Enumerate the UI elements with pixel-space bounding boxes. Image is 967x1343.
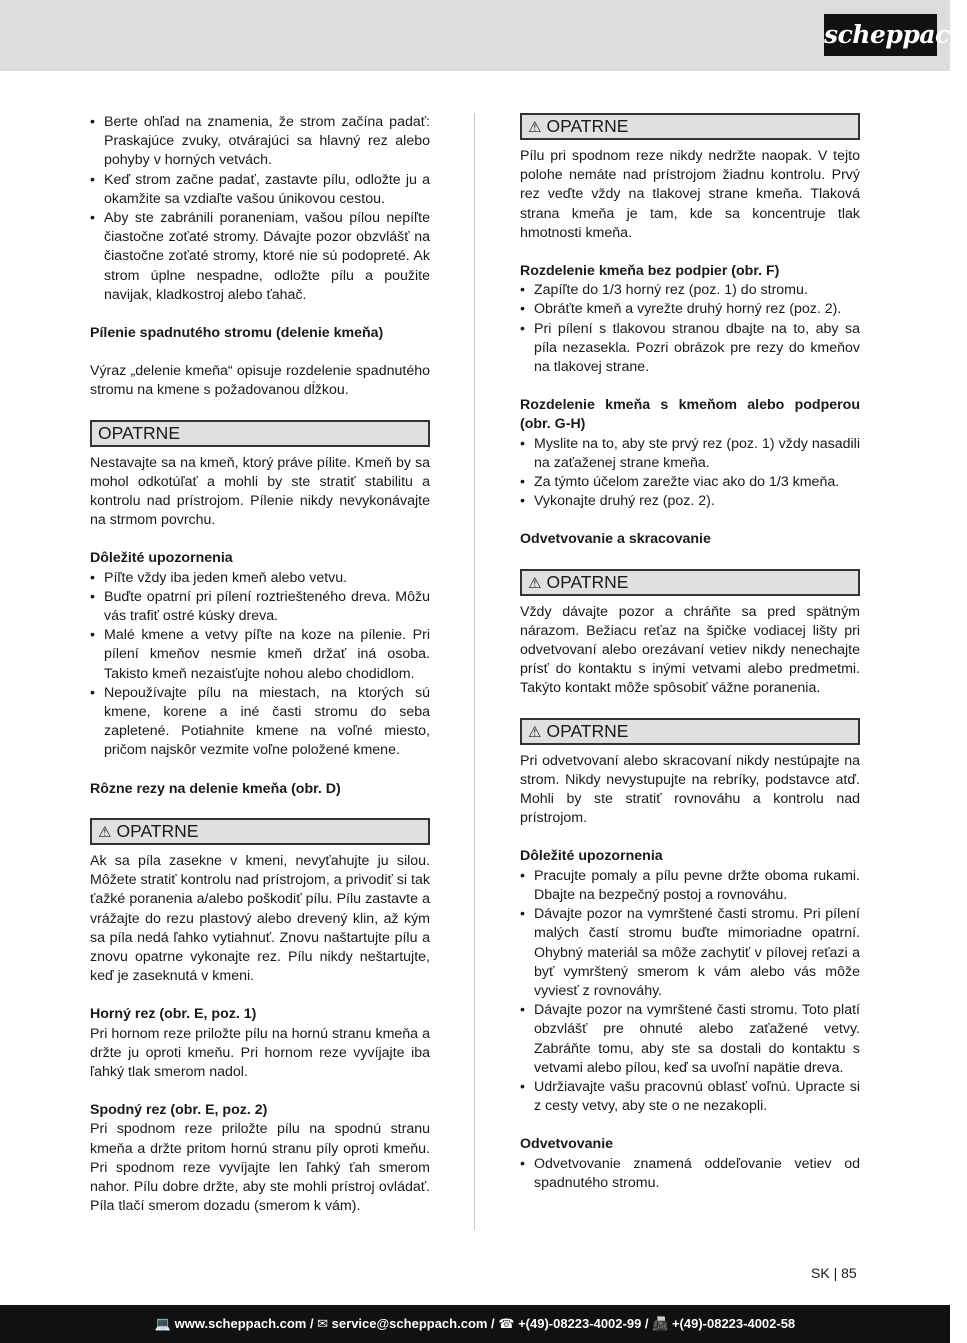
list-item: • Udržiavajte vašu pracovnú oblasť voľnú. Upracte si z cesty vetvy, aby ste o ne nezakopli. (520, 1078, 860, 1116)
caution-box (520, 718, 860, 745)
bullet-list (520, 435, 860, 512)
section-heading: Rôzne rezy na delenie kmeňa (obr. D) (90, 780, 341, 797)
list-item: • Zapíľte do 1/3 horný rez (poz. 1) do stromu. (520, 281, 860, 300)
list-item: • Buďte opatrní pri pílení roztriešteného dreva. Môžu vás trafiť ostré kúsky dreva. (90, 588, 430, 626)
list-item: • Berte ohľad na znamenia, že strom začína padať: Praskajúce zvuky, otvárajúci sa hlavný rez alebo pohyby v horných vetvách. (90, 113, 430, 171)
brand-logo: scheppach (824, 14, 937, 56)
list-item: • Obráťte kmeň a vyrežte druhý horný rez (poz. 2). (520, 300, 860, 319)
section-heading: Pílenie spadnutého stromu (delenie kmeňa) (90, 325, 384, 342)
section-heading: Horný rez (obr. E, poz. 1) (90, 1006, 257, 1023)
left-column (90, 113, 430, 1216)
list-item: • Píľte vždy iba jeden kmeň alebo vetvu. (90, 569, 430, 588)
footer-contact-bar (0, 1305, 950, 1343)
paragraph: Pílu pri spodnom reze nikdy nedržte naopak. V tejto polohe nemáte nad prístrojom žiadnu kontrolu. Prvý rez veďte vždy na tlakovej strane kmeňa. Tlaková strana kmeňa je tam, kde sa koncentruje tlak hmotnosti kmeňa. (520, 148, 860, 241)
list-item: • Malé kmene a vetvy píľte na koze na pílenie. Pri pílení kmeňov nesmie kmeň držať iná osoba. Takisto kmeň nezaisťujte nohou alebo chodidlom. (90, 626, 430, 684)
right-column (520, 113, 860, 1193)
caution-box (90, 818, 430, 845)
section-heading: Dôležité upozornenia (90, 550, 233, 567)
warning-icon: ⚠ (528, 119, 542, 136)
section-heading: Dôležité upozornenia (520, 848, 663, 865)
paragraph: Nestavajte sa na kmeň, ktorý práve pílite. Kmeň by sa mohol odkotúľať a mohli by ste stratiť stabilitu a kontrolu nad prístrojom. Pílenie nikdy nevykonávajte na strmom povrchu. (90, 454, 430, 529)
list-item: • Aby ste zabránili poraneniam, vašou pílou nepíľte čiastočne zoťaté stromy. Dávajte pozor obzvlášť na čiastočne zoťaté stromy, ktoré nie sú podopreté. Ak strom úplne nespadne, odložte pílu a použite navijak, kladkostroj alebo ťahač. (90, 209, 430, 305)
bullet-list (90, 113, 430, 305)
paragraph: Pri hornom reze priložte pílu na hornú stranu kmeňa a držte ju oproti kmeňu. Pri hornom reze vyvíjajte iba ľahký tlak smerom nadol. (90, 1025, 430, 1080)
list-item: • Vykonajte druhý rez (poz. 2). (520, 492, 860, 511)
header-bar (0, 0, 950, 71)
paragraph: Pri odvetvovaní alebo skracovaní nikdy nestúpajte na strom. Nikdy nevystupujte na rebríky, podstavce atď. Mohli by ste stratiť rovnováhu a kontrolu nad prístrojom. (520, 752, 860, 827)
bullet-list (520, 1155, 860, 1193)
paragraph: Výraz „delenie kmeňa“ opisuje rozdelenie spadnutého stromu na kmene s požadovanou dĺžkou. (90, 363, 430, 399)
paragraph: Vždy dávajte pozor a chráňte sa pred spätným nárazom. Bežiacu reťaz na špičke vodiacej lišty pri odvetvovaní alebo orezávaní vetiev nikdy nenechajte prísť do kontaktu s inými vetvami alebo predmetmi. Takýto kontakt môže spôsobiť vážne poranenia. (520, 603, 860, 697)
caution-box (90, 420, 430, 447)
caution-box (520, 569, 860, 596)
list-item: • Pri pílení s tlakovou stranou dbajte na to, aby sa píla nezasekla. Pozri obrázok pre rezy do kmeňov na tlakovej strane. (520, 320, 860, 378)
section-heading: Rozdelenie kmeňa bez podpier (obr. F) (520, 263, 780, 280)
page-number: SK | 85 (811, 1265, 857, 1281)
section-heading: Odvetvovanie (520, 1136, 614, 1153)
column-divider (474, 113, 475, 1230)
list-item: • Pracujte pomaly a pílu pevne držte oboma rukami. Dbajte na bezpečný postoj a rovnováhu. (520, 867, 860, 905)
paragraph: Ak sa píla zasekne v kmeni, nevyťahujte ju silou. Môžete stratiť kontrolu nad prístrojom, a privodiť si tak ťažké poranenia a/alebo poškodiť pílu. Pílu zastavte a vrážajte do rezu plastový alebo drevený klin, až kým sa píla nedá ľahko vytiahnuť. Znovu naštartujte pílu a znovu opatrne vykonajte rez. Pílu nikdy neštartujte, keď je zaseknutá v kmeni. (90, 852, 430, 985)
list-item: • Dávajte pozor na vymrštené časti stromu. Toto platí obzvlášť pre ohnuté alebo zaťažené vetvy. Zabráňte tomu, aby ste sa dostali do kontaktu s vetvami alebo pílou, keď sa uvoľní napätie dreva. (520, 1001, 860, 1078)
list-item: • Myslite na to, aby ste prvý rez (poz. 1) vždy nasadili na zaťaženej strane kmeňa. (520, 435, 860, 473)
caution-label: OPATRNE (546, 116, 629, 136)
list-item: • Za týmto účelom zarežte viac ako do 1/3 kmeňa. (520, 473, 860, 492)
section-heading: Odvetvovanie a skracovanie (520, 531, 711, 548)
caution-label: OPATRNE (546, 720, 629, 741)
bullet-list (520, 867, 860, 1117)
caution-box (520, 113, 860, 140)
paragraph: Pri spodnom reze priložte pílu na spodnú stranu kmeňa a držte pritom hornú stranu píly oproti kmeňu. Pri spodnom reze vyvíjajte len ľahký ťah smerom nahor. Pílu dobre držte, aby ste mohli prístroj ovládať. Píla tlačí smerom dozadu (smerom k vám). (90, 1121, 430, 1215)
list-item: • Nepoužívajte pílu na miestach, na ktorých sú kmene, korene a iné časti stromu do seba zapletené. Potiahnite kmene na voľné miesto, pričom najskôr vezmite voľne položené kmene. (90, 684, 430, 761)
bullet-list (520, 281, 860, 377)
warning-icon: ⚠ (528, 723, 542, 741)
caution-label: OPATRNE (116, 820, 199, 841)
warning-icon: ⚠ (98, 823, 112, 841)
bullet-list (90, 569, 430, 761)
caution-label: OPATRNE (98, 422, 180, 443)
caution-label: OPATRNE (546, 571, 629, 592)
list-item: • Dávajte pozor na vymrštené časti stromu. Pri pílení malých častí stromu buďte mimoriadne opatrní. Ohybný materiál sa môže zachytiť v pílovej reťazi a byť vymrštený smerom k vám alebo vás môže vyviesť z rovnováhy. (520, 905, 860, 1001)
list-item: • Keď strom začne padať, zastavte pílu, odložte ju a okamžite sa vzdiaľte vašou únikovou cestou. (90, 171, 430, 209)
section-heading: Rozdelenie kmeňa s kmeňom alebo podperou (obr. G-H) (520, 397, 860, 433)
list-item: • Odvetvovanie znamená oddeľovanie vetiev od spadnutého stromu. (520, 1155, 860, 1193)
section-heading: Spodný rez (obr. E, poz. 2) (90, 1102, 268, 1119)
warning-icon: ⚠ (528, 574, 542, 592)
footer-contact-text: 💻 www.scheppach.com / ✉ service@scheppach.com / ☎ +(49)-08223-4002-99 / 📠 +(49)-08223-4002-58 (154, 1316, 796, 1331)
